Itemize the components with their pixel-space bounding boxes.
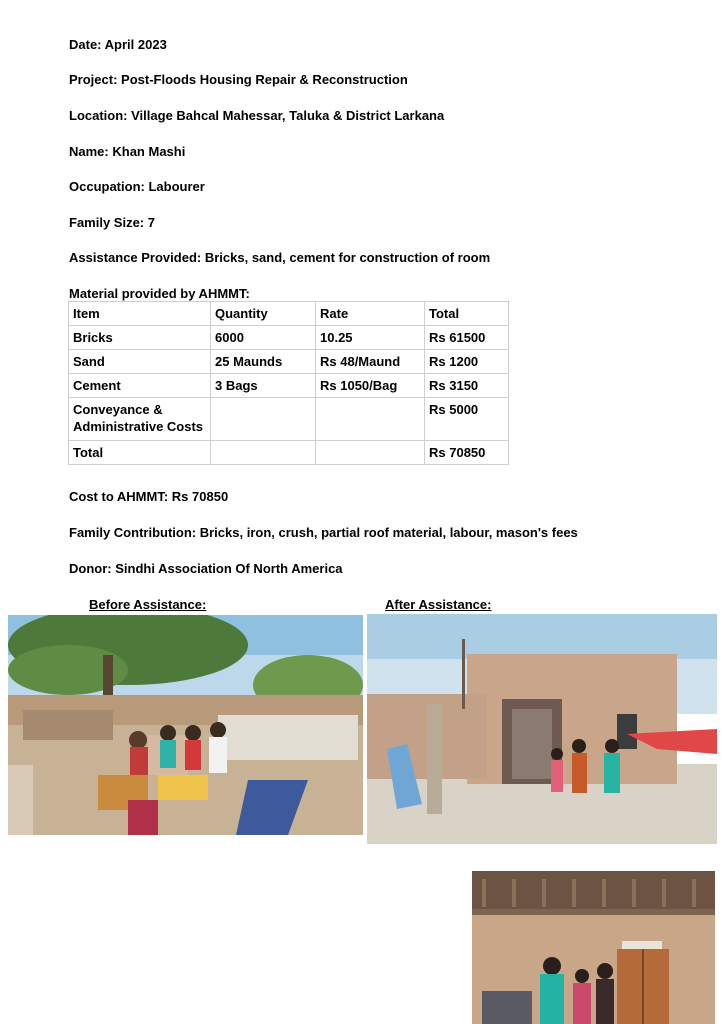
cell-rate: Rs 1050/Bag (316, 374, 425, 398)
contribution-label: Family Contribution: (69, 525, 197, 540)
table-row (69, 326, 509, 350)
date-label: Date: (69, 37, 102, 52)
family-size-value: 7 (147, 215, 155, 230)
occupation-label: Occupation: (69, 179, 145, 194)
contribution-line (69, 525, 578, 540)
assistance-value: Bricks, sand, cement for construction of room (204, 250, 491, 265)
occupation-value: Labourer (148, 179, 205, 194)
location-line (69, 108, 444, 123)
location-label: Location: (69, 108, 128, 123)
materials-heading: Material provided by AHMMT: (69, 286, 250, 301)
table-header-row (69, 302, 509, 326)
cell-item: Total (69, 441, 211, 465)
cell-item: Bricks (69, 326, 211, 350)
materials-table (68, 301, 509, 465)
interior-photo (472, 871, 715, 1024)
cell-rate (316, 441, 425, 465)
cell-total: Rs 61500 (425, 326, 509, 350)
table-total-row (69, 441, 509, 465)
before-caption: Before Assistance: (89, 597, 207, 612)
project-label: Project: (69, 72, 118, 87)
family-size-label: Family Size: (69, 215, 145, 230)
name-line (69, 144, 185, 159)
interior-photo-illustration (472, 871, 715, 1024)
contribution-value: Bricks, iron, crush, partial roof material, labour, mason's fees (199, 525, 578, 540)
cell-total: Rs 1200 (425, 350, 509, 374)
donor-line (69, 561, 343, 576)
cell-quantity: 3 Bags (211, 374, 316, 398)
date-line (69, 37, 167, 52)
after-caption: After Assistance: (385, 597, 492, 612)
cell-total: Rs 3150 (425, 374, 509, 398)
cell-quantity: 6000 (211, 326, 316, 350)
cell-quantity (211, 441, 316, 465)
location-value: Village Bahcal Mahessar, Taluka & District Larkana (131, 108, 445, 123)
donor-label: Donor: (69, 561, 112, 576)
cell-quantity (211, 398, 316, 441)
table-row (69, 398, 509, 441)
after-photo (367, 614, 717, 844)
header-total: Total (425, 302, 509, 326)
cell-item: Sand (69, 350, 211, 374)
header-item: Item (69, 302, 211, 326)
before-photo (8, 615, 363, 835)
cell-total: Rs 70850 (425, 441, 509, 465)
occupation-line (69, 179, 205, 194)
cell-rate: 10.25 (316, 326, 425, 350)
after-photo-illustration (367, 614, 717, 844)
cell-rate: Rs 48/Maund (316, 350, 425, 374)
project-line (69, 72, 408, 87)
before-photo-illustration (8, 615, 363, 835)
name-value: Khan Mashi (112, 144, 186, 159)
date-value: April 2023 (104, 37, 167, 52)
cost-value: Rs 70850 (171, 489, 229, 504)
assistance-line (69, 250, 490, 265)
header-rate: Rate (316, 302, 425, 326)
table-row (69, 374, 509, 398)
cell-item: Cement (69, 374, 211, 398)
cost-line (69, 489, 228, 504)
cell-quantity: 25 Maunds (211, 350, 316, 374)
family-size-line (69, 215, 155, 230)
cell-total: Rs 5000 (425, 398, 509, 441)
header-quantity: Quantity (211, 302, 316, 326)
name-label: Name: (69, 144, 109, 159)
cell-rate (316, 398, 425, 441)
project-value: Post-Floods Housing Repair & Reconstruction (121, 72, 408, 87)
table-row (69, 350, 509, 374)
cost-label: Cost to AHMMT: (69, 489, 169, 504)
donor-value: Sindhi Association Of North America (115, 561, 343, 576)
assistance-label: Assistance Provided: (69, 250, 202, 265)
cell-item: Conveyance & Administrative Costs (69, 398, 211, 441)
